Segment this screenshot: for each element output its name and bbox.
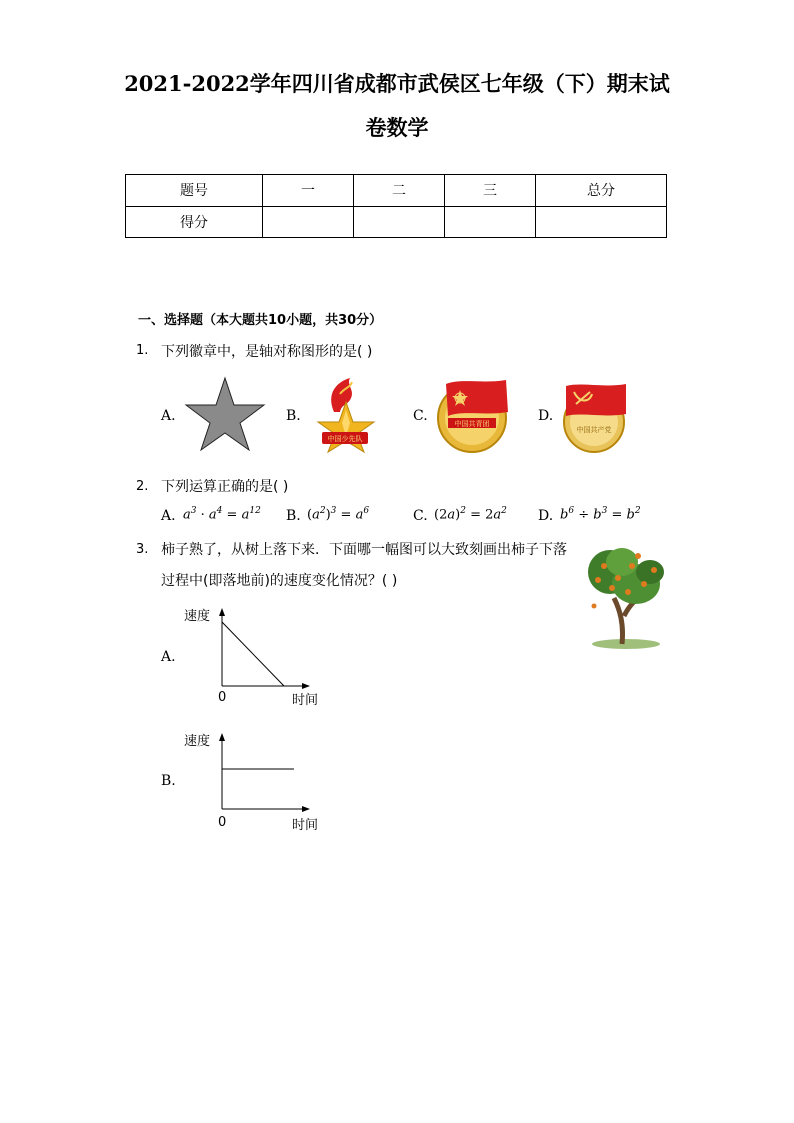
option-b-formula: $(a^2)^3 = a^6$ <box>307 506 370 523</box>
option-label: A. <box>161 508 176 524</box>
score-cell <box>445 206 536 238</box>
graph-b <box>214 731 314 817</box>
score-cell <box>263 206 354 238</box>
x-axis-label: 时间 <box>292 818 319 833</box>
origin-label: 0 <box>218 815 227 830</box>
option-label: D. <box>538 408 554 424</box>
option-label: B. <box>286 408 301 424</box>
question-text: 下列运算正确的是( ) <box>161 479 289 495</box>
star-icon <box>184 376 266 452</box>
score-row-label: 得分 <box>126 206 263 238</box>
party-badge-icon <box>560 380 630 454</box>
section-heading: 一、选择题（本大题共10小题，共30分） <box>138 313 383 328</box>
score-header-cell: 一 <box>263 175 354 207</box>
y-axis-arrow <box>219 733 225 741</box>
option-label: C. <box>413 508 428 524</box>
question-text-line2: 过程中(即落地前)的速度变化情况？( ) <box>161 573 398 589</box>
score-header-cell: 总分 <box>536 175 667 207</box>
score-header-cell: 二 <box>354 175 445 207</box>
x-axis-label: 时间 <box>292 693 319 708</box>
score-header-cell: 题号 <box>126 175 263 207</box>
y-axis-label: 速度 <box>184 609 211 624</box>
score-cell <box>354 206 445 238</box>
pioneer-badge-icon <box>306 374 378 454</box>
option-c-formula: $(2a)^2 = 2a^2$ <box>434 506 507 523</box>
score-table-row <box>126 206 667 238</box>
score-cell <box>536 206 667 238</box>
question-text: 下列徽章中，是轴对称图形的是( ) <box>161 344 373 360</box>
badge-text: 中国共产党 <box>576 426 612 434</box>
option-label: A. <box>161 649 176 665</box>
persimmon-tree-image <box>584 544 670 650</box>
badge-text: 中国共青团 <box>454 420 490 428</box>
question-number: 2. <box>136 479 149 494</box>
option-label: B. <box>161 773 176 789</box>
x-axis-arrow <box>302 806 310 812</box>
badge-text: 中国少先队 <box>327 435 363 443</box>
score-header-cell: 三 <box>445 175 536 207</box>
option-label: B. <box>286 508 301 524</box>
option-label: D. <box>538 508 554 524</box>
graph-a <box>214 606 314 692</box>
option-label: A. <box>161 408 176 424</box>
doc-title-line2: 卷数学 <box>365 115 429 140</box>
question-number: 3. <box>136 542 149 557</box>
y-axis-arrow <box>219 608 225 616</box>
option-label: C. <box>413 408 428 424</box>
speed-line <box>222 622 284 686</box>
question-number: 1. <box>136 343 149 358</box>
question-text-line1: 柿子熟了，从树上落下来．下面哪一幅图可以大致刻画出柿子下落 <box>161 542 567 558</box>
option-d-formula: $b^6 \div b^3 = b^2$ <box>560 506 641 523</box>
doc-title-line1: 2021-2022学年四川省成都市武侯区七年级（下）期末试 <box>124 71 670 96</box>
score-table <box>125 174 667 238</box>
option-a-formula: $a^3 \cdot a^4 = a^{12}$ <box>183 506 261 523</box>
y-axis-label: 速度 <box>184 734 211 749</box>
youth-league-badge-icon <box>434 378 510 454</box>
score-table-header-row <box>126 175 667 207</box>
origin-label: 0 <box>218 690 227 705</box>
